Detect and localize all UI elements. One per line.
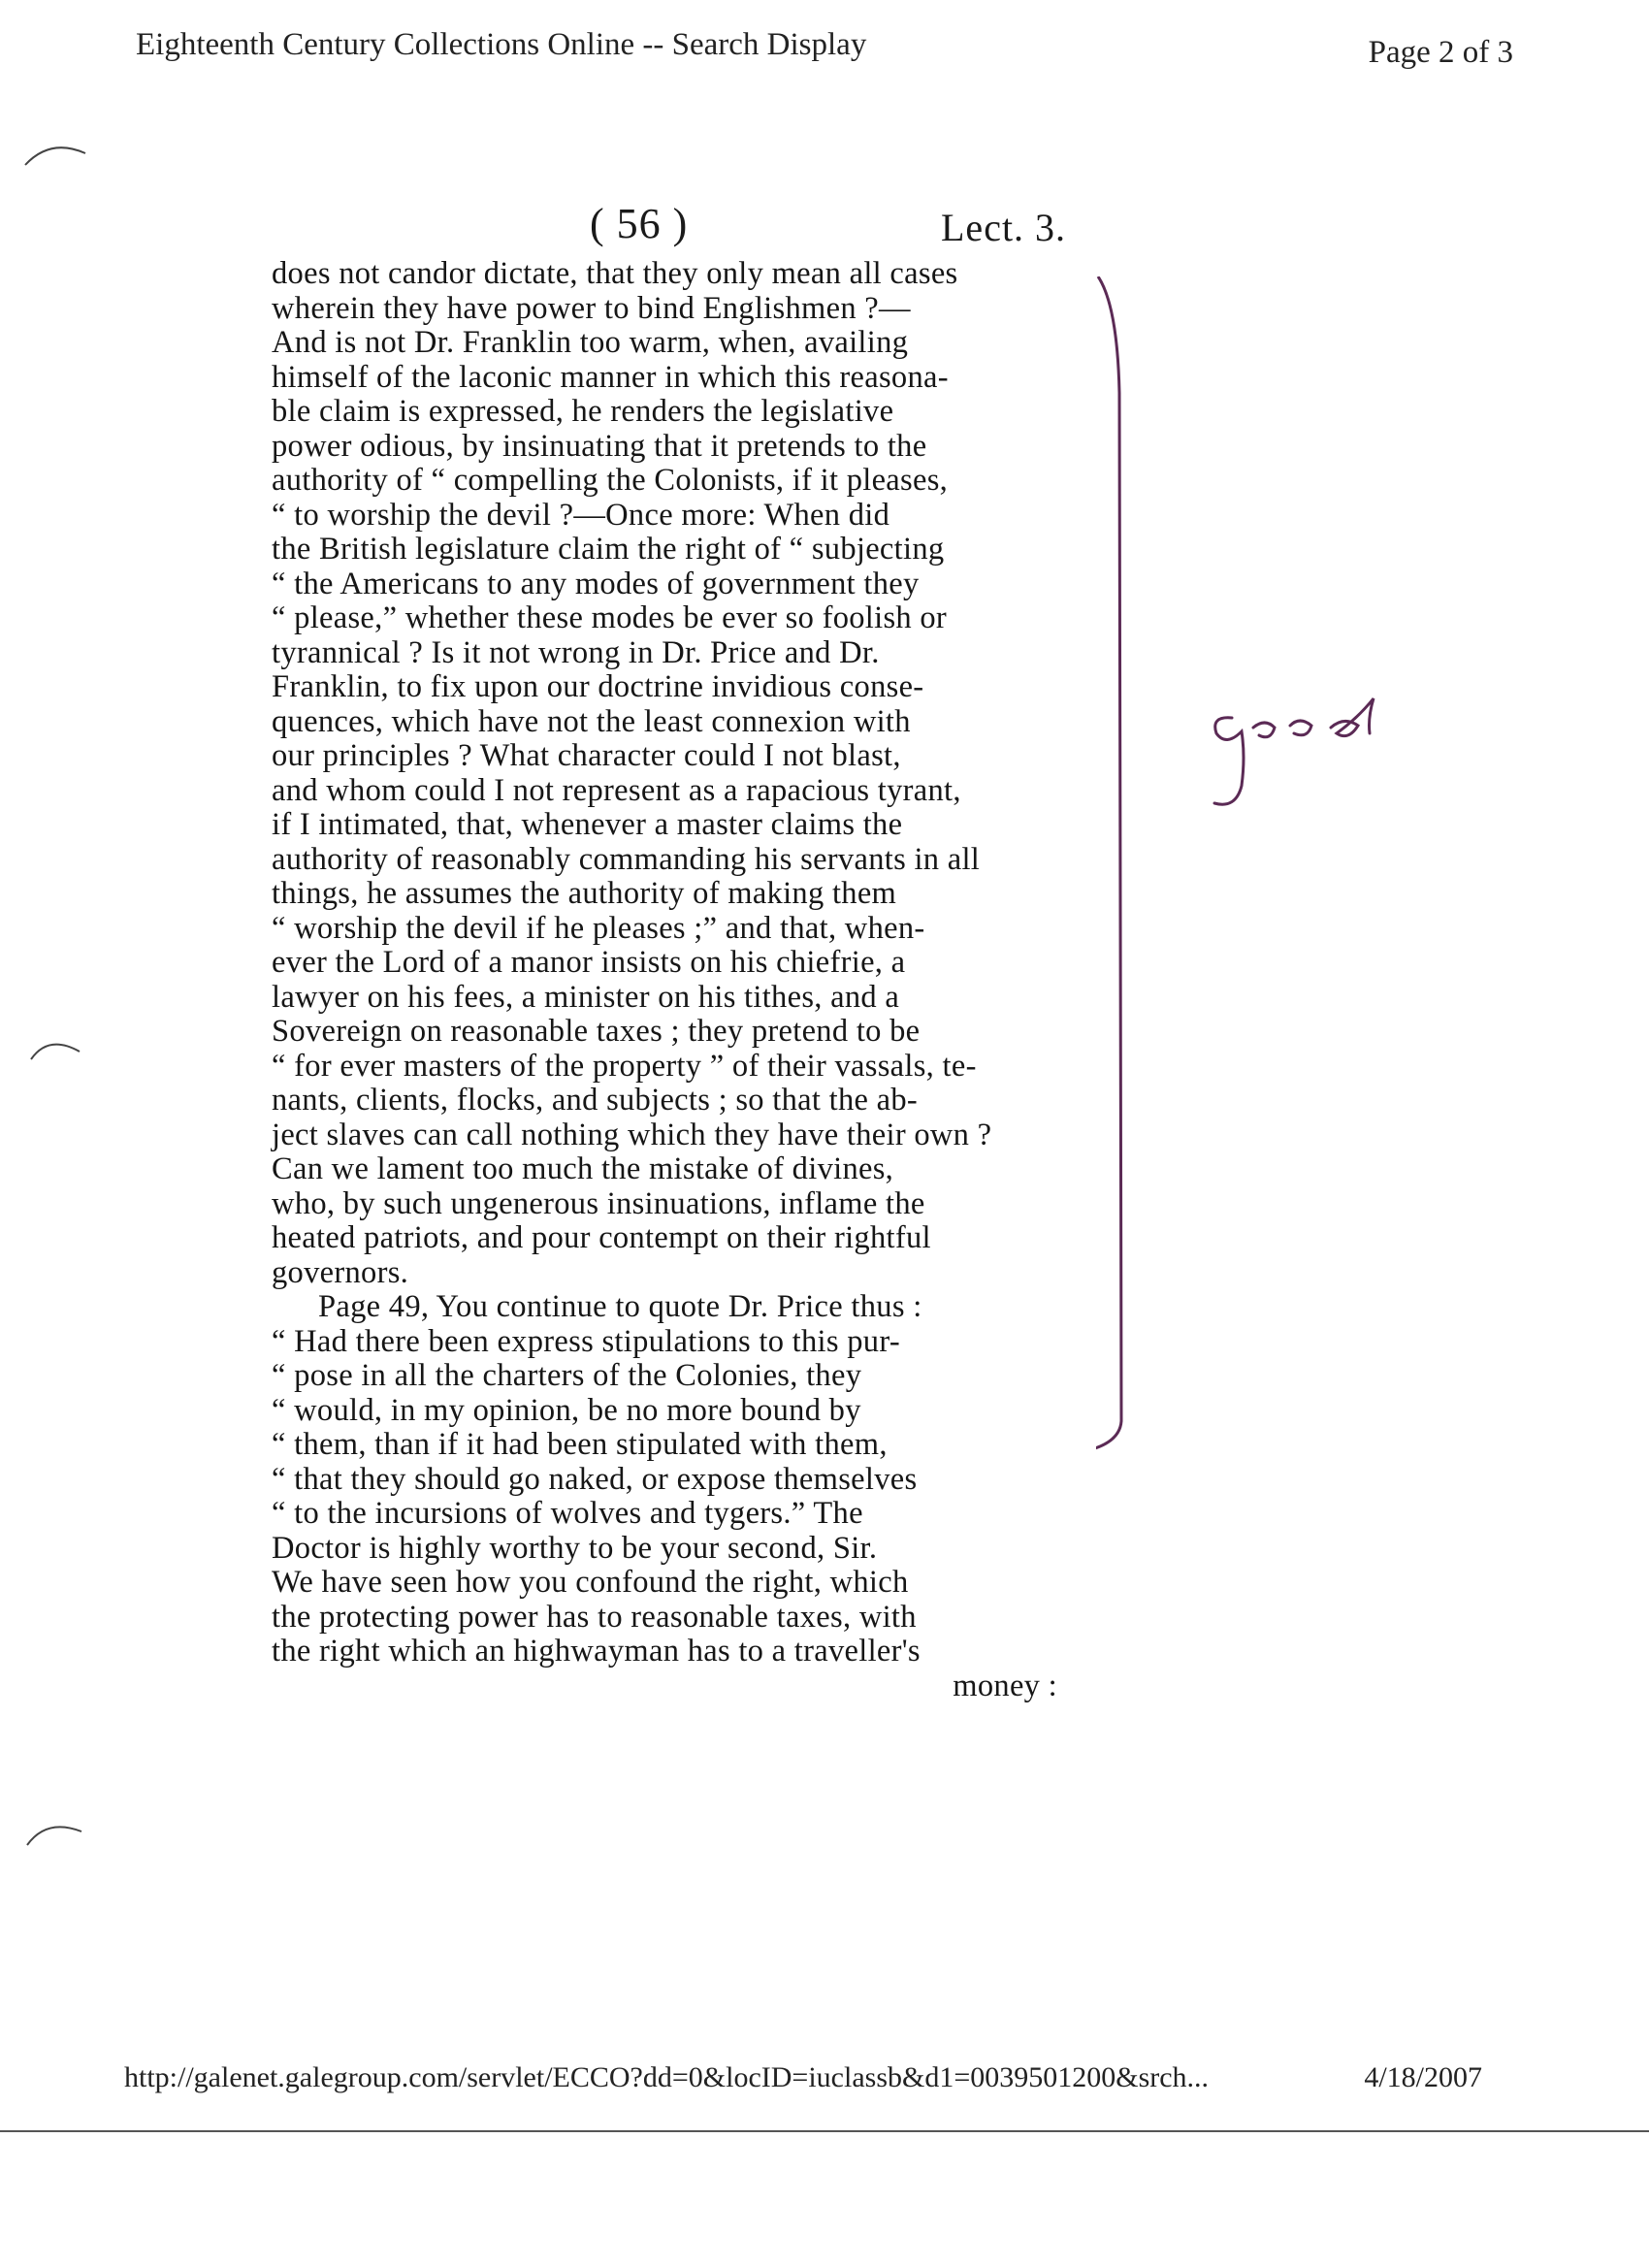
text-line: ble claim is expressed, he renders the legislative	[272, 394, 894, 429]
text-line: our principles ? What character could I not blast,	[272, 738, 901, 773]
footer-divider	[0, 2130, 1649, 2132]
text-line: power odious, by insinuating that it pretends to the	[272, 428, 927, 464]
text-line: heated patriots, and pour contempt on their rightful	[272, 1220, 931, 1255]
document-title: Eighteenth Century Collections Online -- Search Display	[136, 27, 867, 62]
text-line: and whom could I not represent as a rapacious tyrant,	[272, 772, 961, 808]
text-line: the right which an highwayman has to a traveller's	[272, 1634, 921, 1669]
text-line: authority of reasonably commanding his servants in all	[272, 841, 981, 877]
text-line: nants, clients, flocks, and subjects ; so that the ab-	[272, 1083, 919, 1118]
book-text-body	[272, 257, 1067, 1703]
text-line: the British legislature claim the right of “ subjecting	[272, 532, 945, 567]
book-running-head	[272, 199, 1067, 257]
punch-hole-mark	[21, 1028, 89, 1067]
text-line: lawyer on his fees, a minister on his tithes, and a	[272, 979, 900, 1015]
text-line: “ pose in all the charters of the Colonies, they	[272, 1358, 862, 1393]
source-url: http://galenet.galegroup.com/servlet/ECCO?dd=0&locID=iuclassb&d1=0039501200&srch...	[124, 2061, 1210, 2093]
text-line: Franklin, to fix upon our doctrine invidious conse-	[272, 669, 924, 704]
text-line: governors.	[272, 1254, 409, 1290]
text-line: money :	[953, 1668, 1057, 1703]
text-line: quences, which have not the least connexion with	[272, 703, 911, 739]
text-line: ever the Lord of a manor insists on his chiefrie, a	[272, 945, 906, 980]
text-line: who, by such ungenerous insinuations, inflame the	[272, 1185, 925, 1221]
scanned-book-page	[272, 199, 1067, 1974]
text-line: “ to worship the devil ?—Once more: When did	[272, 497, 890, 533]
text-line: And is not Dr. Franklin too warm, when, availing	[272, 325, 909, 360]
text-line: Can we lament too much the mistake of divines,	[272, 1151, 894, 1186]
text-line: wherein they have power to bind Englishmen ?—	[272, 290, 911, 326]
page-indicator: Page 2 of 3	[1368, 35, 1513, 70]
margin-bracket	[1096, 276, 1145, 1470]
print-header	[136, 27, 1513, 76]
text-line: “ to the incursions of wolves and tygers.” The	[272, 1496, 863, 1531]
text-line: himself of the laconic manner in which this reasona-	[272, 359, 949, 395]
text-line: “ for ever masters of the property ” of their vassals, te-	[272, 1048, 977, 1084]
book-page-number: ( 56 )	[590, 200, 689, 247]
punch-hole-mark	[21, 1814, 89, 1853]
print-date: 4/18/2007	[1364, 2061, 1482, 2093]
text-line: We have seen how you confound the right, which	[272, 1565, 909, 1600]
text-line: Page 49, You continue to quote Dr. Price thus :	[318, 1289, 922, 1324]
text-line: tyrannical ? Is it not wrong in Dr. Price and Dr.	[272, 634, 880, 670]
text-line: “ the Americans to any modes of government they	[272, 566, 920, 601]
text-line: “ Had there been express stipulations to this pur-	[272, 1323, 900, 1359]
text-line: Sovereign on reasonable taxes ; they pretend to be	[272, 1014, 921, 1049]
text-line: “ worship the devil if he pleases ;” and that, when-	[272, 910, 925, 946]
text-line: “ please,” whether these modes be ever so foolish or	[272, 600, 948, 635]
text-line: ject slaves can call nothing which they have their own ?	[272, 1117, 992, 1152]
print-footer	[124, 2061, 1482, 2110]
text-line: “ them, than if it had been stipulated with them,	[272, 1427, 888, 1462]
text-line: things, he assumes the authority of making them	[272, 876, 897, 911]
text-line: authority of “ compelling the Colonists, if it pleases,	[272, 463, 949, 498]
punch-hole-mark	[21, 136, 89, 175]
text-line: if I intimated, that, whenever a master claims the	[272, 807, 903, 842]
handwritten-note	[1203, 679, 1426, 815]
text-line: does not candor dictate, that they only mean all cases	[272, 256, 958, 291]
text-line: the protecting power has to reasonable taxes, with	[272, 1599, 917, 1635]
text-line: “ would, in my opinion, be no more bound by	[272, 1392, 861, 1428]
lecture-label: Lect. 3.	[941, 206, 1067, 249]
text-line: “ that they should go naked, or expose themselves	[272, 1461, 918, 1497]
text-line: Doctor is highly worthy to be your second, Sir.	[272, 1530, 878, 1566]
